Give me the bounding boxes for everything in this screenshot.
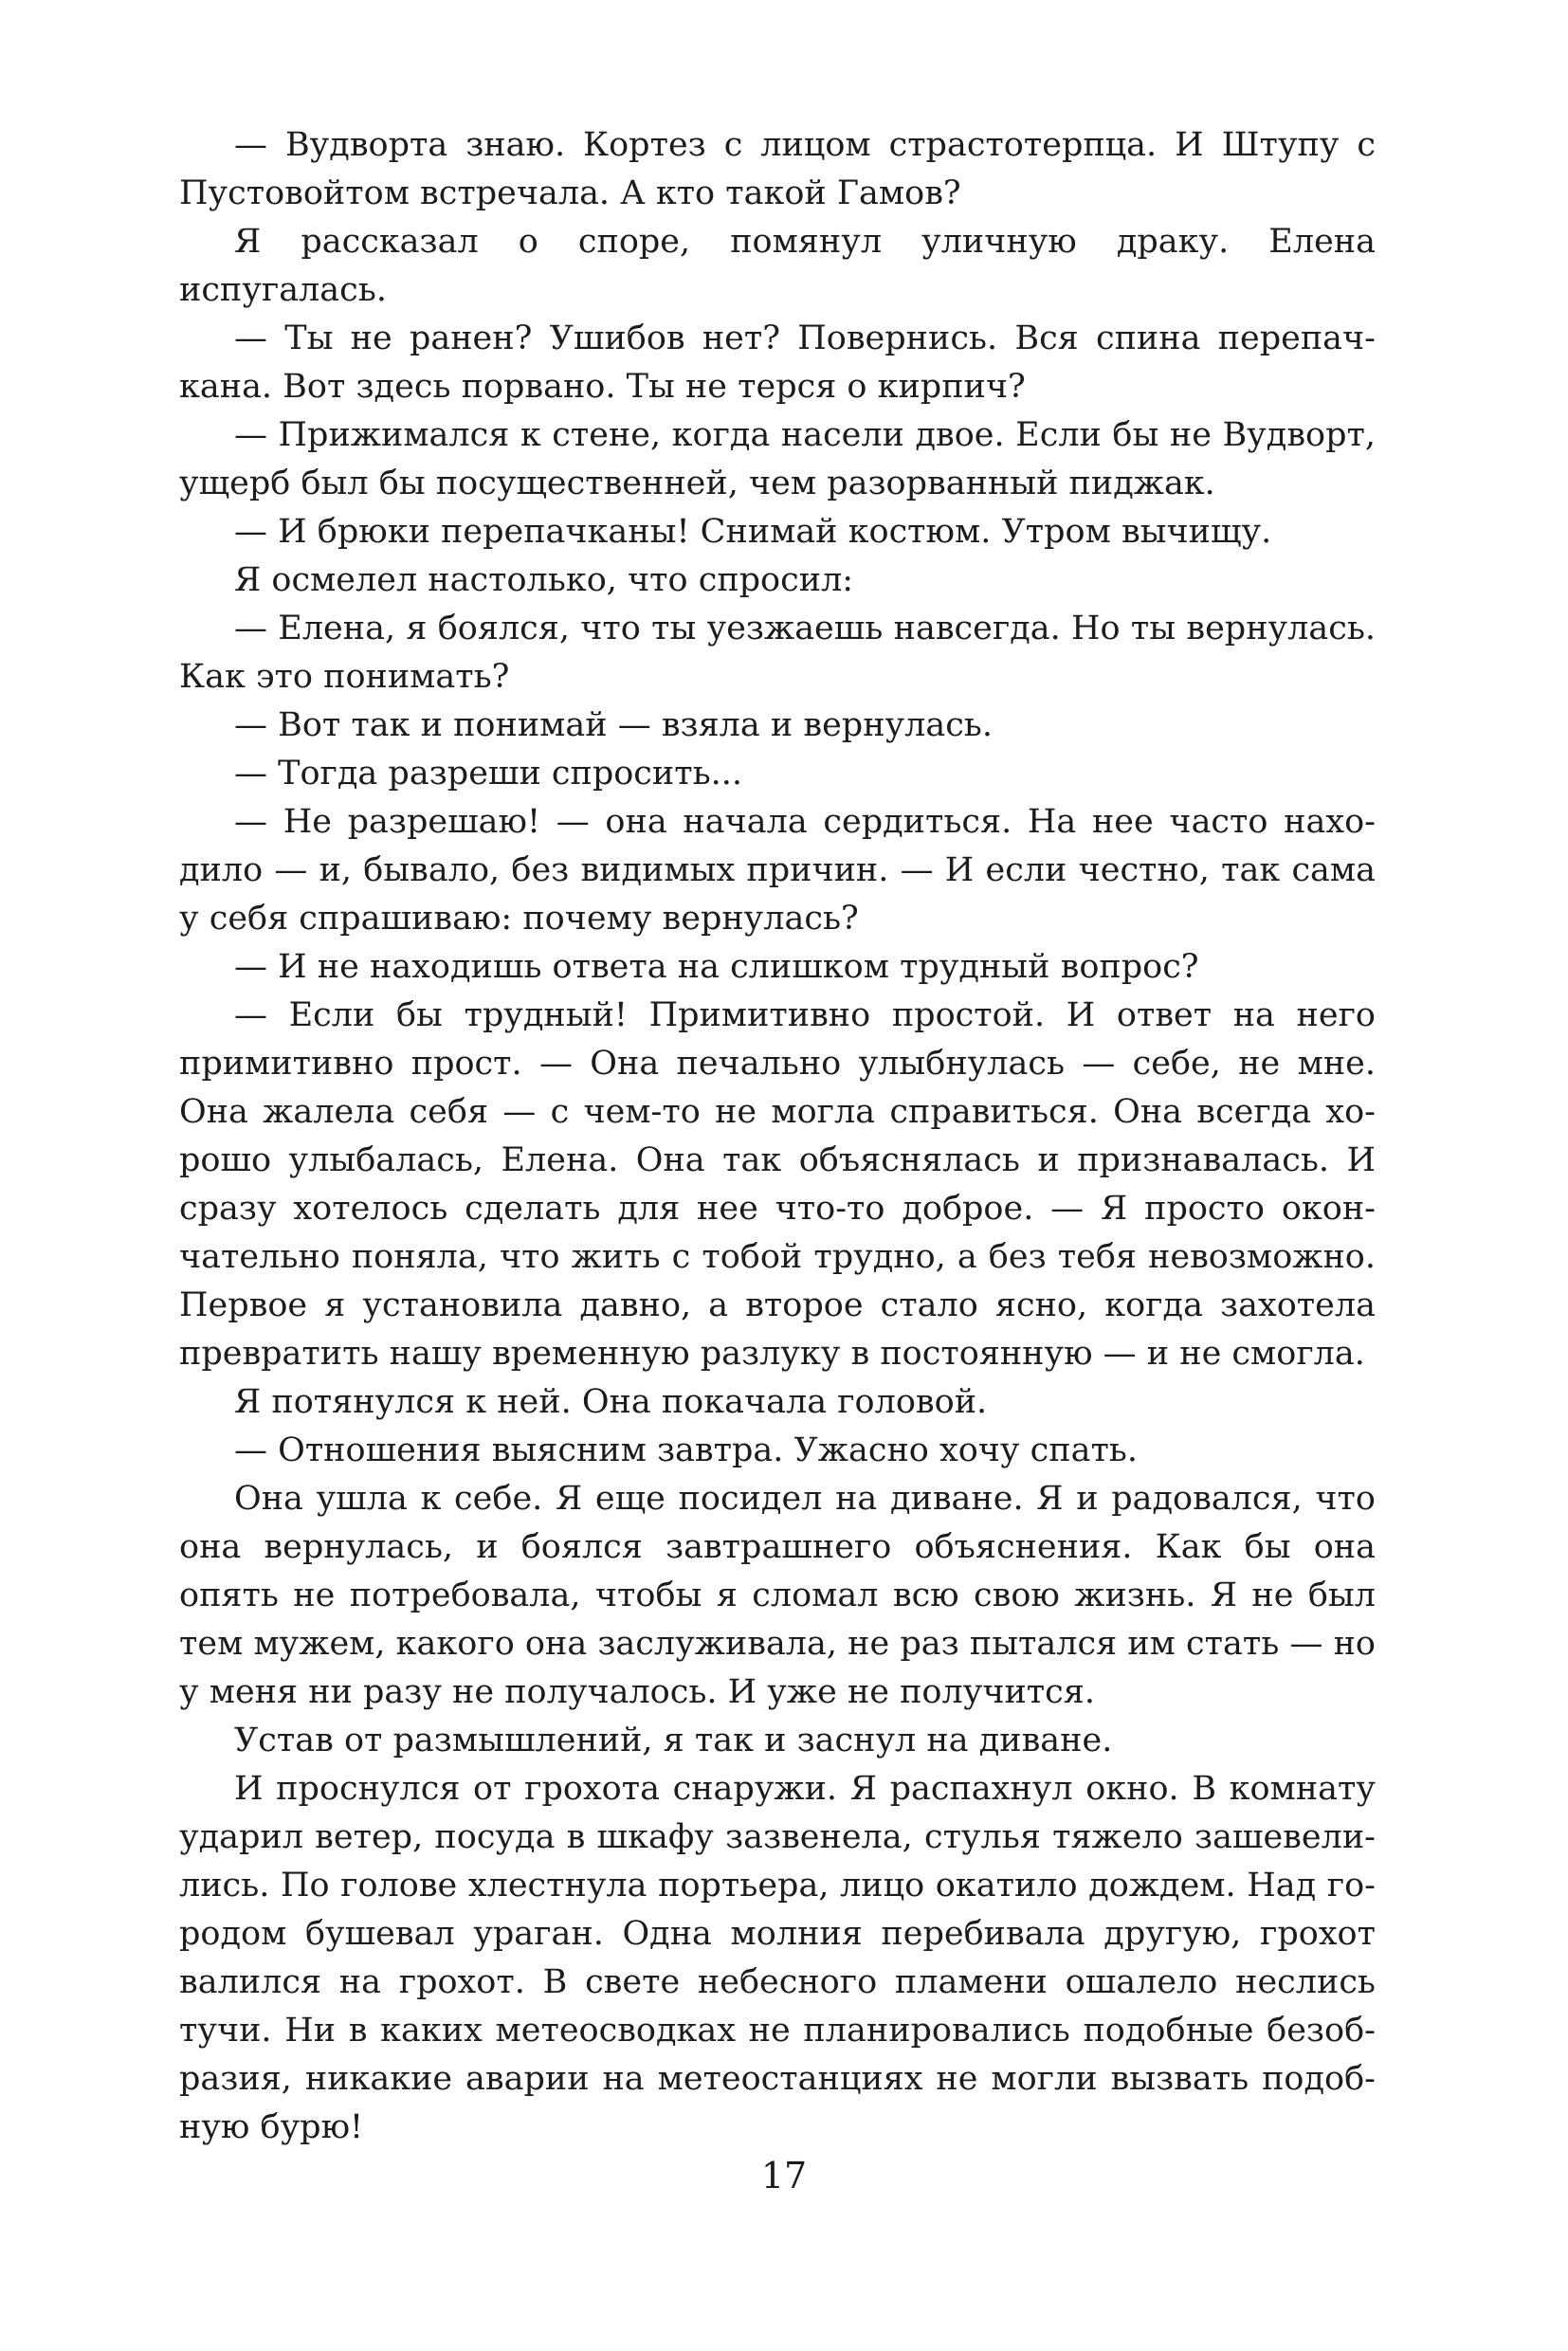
paragraph: — Прижимался к стене, когда насели двое. Если бы не Вудворт, ущерб был бы посущественней, чем разорванный пиджак. (179, 416, 1376, 502)
paragraph: — Тогда разреши спросить... (234, 755, 743, 793)
paragraph: Устав от размышлений, я так и заснул на диване. (234, 1722, 1113, 1759)
paragraph: Я осмелел настолько, что спросил: (234, 561, 854, 599)
page-body-text (179, 121, 1376, 2152)
paragraph: — Елена, я боялся, что ты уезжаешь навсегда. Но ты вернулась. Как это понимать? (179, 610, 1376, 696)
paragraph: Я рассказал о споре, помянул уличную драку. Елена испугалась. (179, 223, 1376, 309)
paragraph: — Ты не ранен? Ушибов нет? Повернись. Вся спина перепачкана. Вот здесь порвано. Ты не терся о кирпич? (179, 319, 1376, 406)
paragraph: — Если бы трудный! Примитивно простой. И ответ на него примитивно прост. — Она печально улыбнулась — себе, не мне. Она жалела себя — с чем-то не могла справиться. Она всегда хорошо улыбалась, Елена. Она так объяснялась и признавалась. И сразу хотелось сделать для нее что-то доброе. — Я просто окончательно поняла, что жить с тобой трудно, а без тебя невозможно. Первое я установила давно, а второе стало ясно, когда захотела превратить нашу временную разлуку в постоянную — и не смогла. (179, 996, 1376, 1373)
paragraph: Я потянулся к ней. Она покачала головой. (234, 1383, 988, 1421)
paragraph: — И не находишь ответа на слишком трудный вопрос? (234, 948, 1199, 986)
paragraph: — Не разрешаю! — она начала сердиться. На нее часто находило — и, бывало, без видимых причин. — И если честно, так сама у себя спрашиваю: почему вернулась? (179, 803, 1376, 938)
paragraph: Она ушла к себе. Я еще посидел на диване. Я и радовался, что она вернулась, и боялся завтрашнего объяснения. Как бы она опять не потребовала, чтобы я сломал всю свою жизнь. Я не был тем мужем, какого она заслуживала, не раз пытался им стать — но у меня ни разу не получалось. И уже не получится. (179, 1480, 1376, 1711)
paragraph: — Вот так и понимай — взяла и вернулась. (234, 706, 993, 744)
page-number: 17 (760, 2155, 808, 2196)
paragraph: — Вудворта знаю. Кортез с лицом страстотерпца. И Штупу с Пустовойтом встречала. А кто такой Гамов? (179, 126, 1376, 212)
paragraph: — Отношения выясним завтра. Ужасно хочу спать. (234, 1431, 1138, 1469)
paragraph: И проснулся от грохота снаружи. Я распахнул окно. В комнату ударил ветер, посуда в шкафу зазвенела, стулья тяжело зашевелились. По голове хлестнула портьера, лицо окатило дождем. Над городом бушевал ураган. Одна молния перебивала другую, грохот валился на грохот. В свете небесного пламени ошалело неслись тучи. Ни в каких метеосводках не планировались подобные безобразия, никакие аварии на метеостанциях не могли вызвать подобную бурю! (179, 1770, 1376, 2146)
paragraph: — И брюки перепачканы! Снимай костюм. Утром вычищу. (234, 513, 1272, 551)
